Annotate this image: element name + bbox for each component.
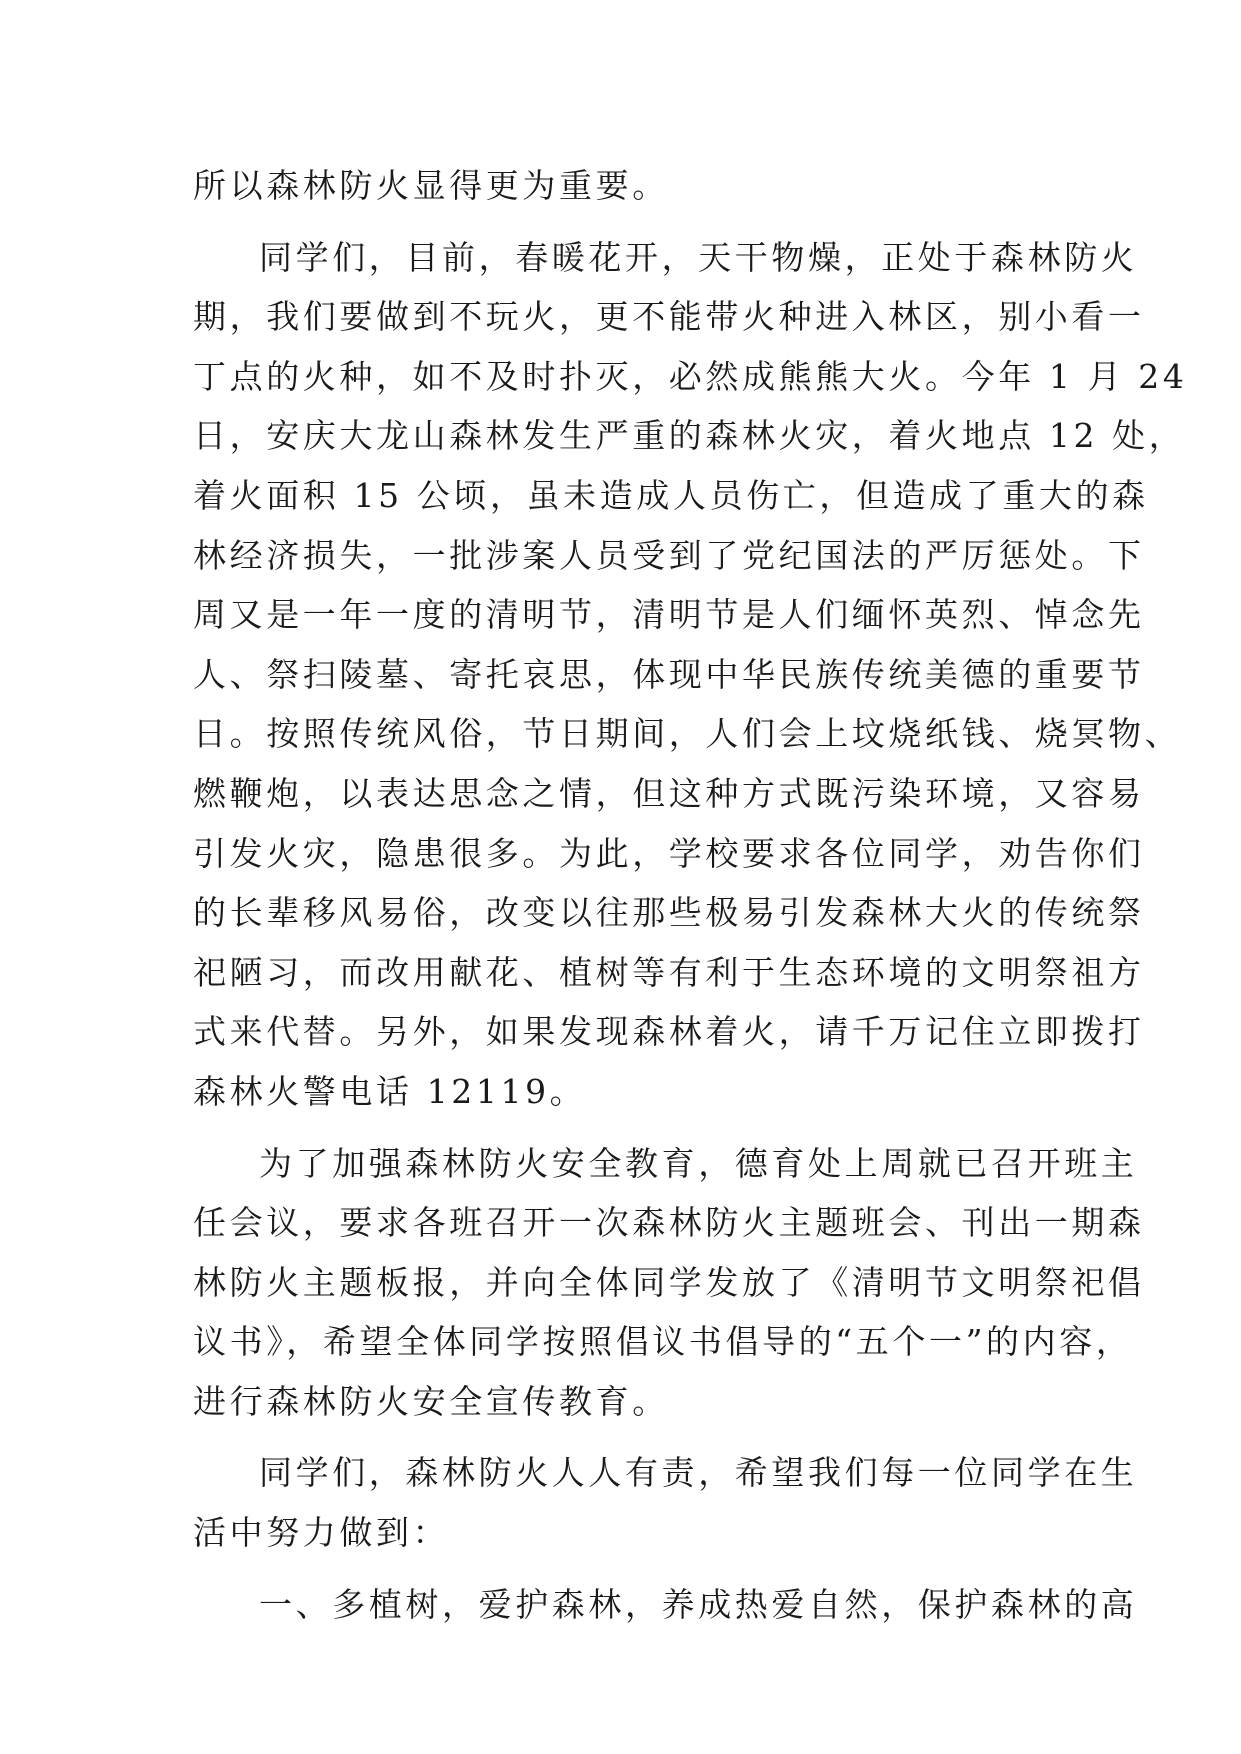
text-line: 日，安庆大龙山森林发生严重的森林火灾，着火地点 12 处， [193, 416, 1186, 456]
text-line: 着火面积 15 公顷，虽未造成人员伤亡，但造成了重大的森 [193, 475, 1149, 515]
paragraph [193, 156, 1053, 216]
paragraph [193, 1443, 1138, 1562]
text-line: 引发火灾，隐患很多。为此，学校要求各位同学，劝告你们 [193, 833, 1145, 873]
paragraph-gap [193, 1431, 1053, 1443]
paragraph [193, 228, 1188, 1122]
text-line: 活中努力做到： [193, 1513, 450, 1553]
text-line: 同学们，森林防火人人有责，希望我们每一位同学在生 [259, 1453, 1138, 1493]
text-line: 议书》，希望全体同学按照倡议书倡导的“五个一”的内容， [193, 1322, 1133, 1362]
text-line: 日。按照传统风俗，节日期间，人们会上坟烧纸钱、烧冥物、 [193, 714, 1182, 754]
text-line: 祀陋习，而改用献花、植树等有利于生态环境的文明祭祖方 [193, 952, 1145, 992]
text-line: 的长辈移风易俗，改变以往那些极易引发森林大火的传统祭 [193, 893, 1145, 933]
text-line: 林经济损失，一批涉案人员受到了党纪国法的严厉惩处。下 [193, 535, 1145, 575]
text-line: 周又是一年一度的清明节，清明节是人们缅怀英烈、悼念先 [193, 595, 1145, 635]
text-line: 森林火警电话 12119。 [193, 1071, 587, 1111]
text-line: 式来代替。另外，如果发现森林着火，请千万记住立即拨打 [193, 1012, 1145, 1052]
paragraph-gap [193, 216, 1053, 228]
text-line: 燃鞭炮，以表达思念之情，但这种方式既污染环境，又容易 [193, 773, 1145, 813]
text-line: 所以森林防火显得更为重要。 [193, 166, 669, 205]
text-line: 人、祭扫陵墓、寄托哀思，体现中华民族传统美德的重要节 [193, 654, 1145, 694]
text-line: 为了加强森林防火安全教育，德育处上周就已召开班主 [259, 1143, 1138, 1183]
text-line: 丁点的火种，如不及时扑灭，必然成熊熊大火。今年 1 月 24 [193, 356, 1188, 396]
document-body [193, 156, 1188, 1634]
text-line: 任会议，要求各班召开一次森林防火主题班会、刊出一期森 [193, 1203, 1145, 1243]
text-line: 林防火主题板报，并向全体同学发放了《清明节文明祭祀倡 [193, 1262, 1145, 1302]
paragraph-gap [193, 1122, 1053, 1134]
paragraph-gap [193, 1563, 1053, 1575]
paragraph [193, 1134, 1145, 1432]
paragraph [193, 1575, 1138, 1635]
text-line: 一、多植树，爱护森林，养成热爱自然，保护森林的高 [259, 1584, 1138, 1624]
text-line: 进行森林防火安全宣传教育。 [193, 1381, 669, 1421]
text-line: 期，我们要做到不玩火，更不能带火种进入林区，别小看一 [193, 297, 1145, 337]
text-line: 同学们，目前，春暖花开，天干物燥，正处于森林防火 [259, 237, 1138, 277]
